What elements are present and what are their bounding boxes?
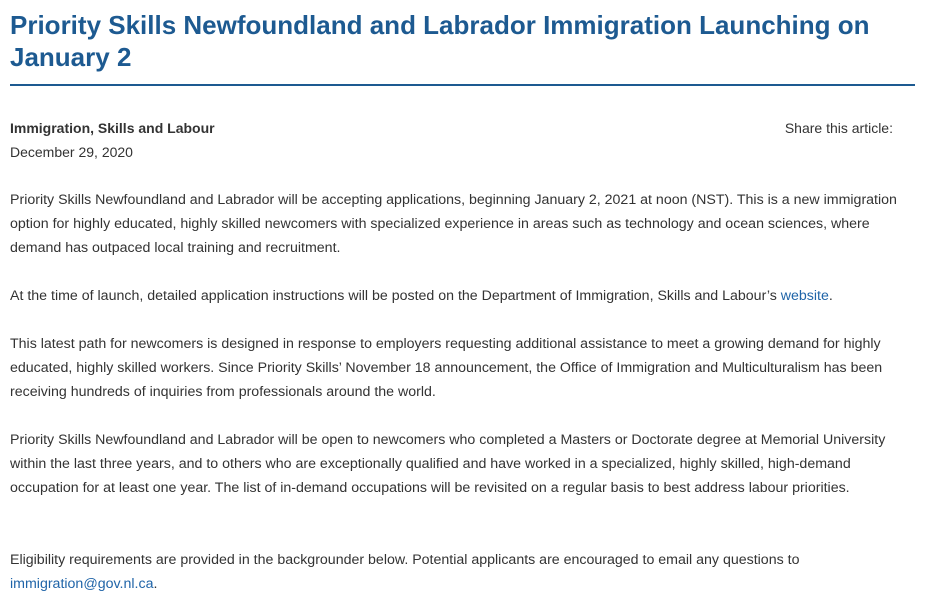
website-link[interactable]: website (780, 288, 829, 304)
paragraph-launch-end: . (828, 288, 833, 304)
paragraph-contact (10, 548, 920, 596)
article-title: Priority Skills Newfoundland and Labrador Immigration Launching on January 2 (10, 10, 870, 72)
title-divider (10, 84, 915, 86)
department-name: Immigration, Skills and Labour (10, 120, 215, 136)
paragraph-launch-text: At the time of launch, detailed application instructions will be posted on the Department of Immigration, Skills and Labour’s (10, 288, 781, 304)
paragraph-launch (10, 284, 920, 308)
paragraph-contact-text: Eligibility requirements are provided in the backgrounder below. Potential applicants are encouraged to email any questions to (10, 552, 800, 568)
publish-date: December 29, 2020 (10, 144, 133, 160)
paragraph-eligibility-overview: Priority Skills Newfoundland and Labrador will be open to newcomers who completed a Masters or Doctorate degree at Memorial University within the last three years, and to others who are exceptionally qualified and have worked in a specialized, highly skilled, high-demand occupation for at least one year. The list of in-demand occupations will be revisited on a regular basis to best address labour priorities. (10, 432, 886, 496)
share-label: Share this article: (784, 120, 893, 136)
paragraph-contact-end: . (153, 576, 158, 592)
paragraph-intro: Priority Skills Newfoundland and Labrador will be accepting applications, beginning January 2, 2021 at noon (NST). This is a new immigration option for highly educated, highly skilled newcomers with specialized experience in areas such as technology and ocean sciences, where demand has outpaced local training and recruitment. (10, 192, 897, 256)
email-link[interactable]: immigration@gov.nl.ca (10, 576, 154, 592)
paragraph-response: This latest path for newcomers is designed in response to employers requesting additional assistance to meet a growing demand for highly educated, highly skilled workers. Since Priority Skills’ November 18 announcement, the Office of Immigration and Multiculturalism has been receiving hundreds of inquiries from professionals around the world. (10, 336, 883, 400)
